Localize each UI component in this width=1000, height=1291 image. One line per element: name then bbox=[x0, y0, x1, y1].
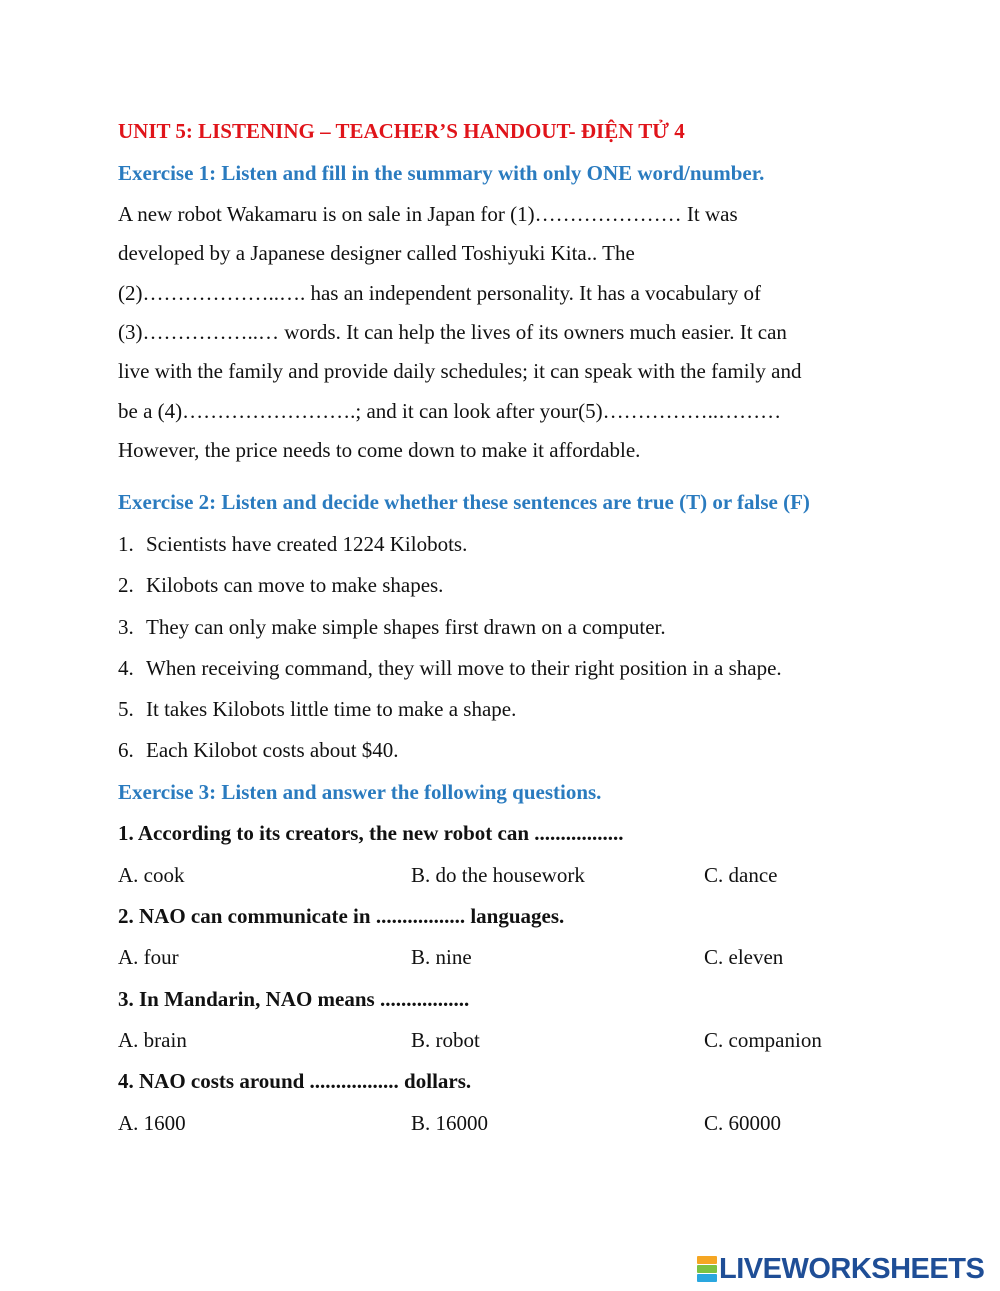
statement-text: When receiving command, they will move to their right position in a shape. bbox=[146, 656, 782, 680]
statement-number: 5. bbox=[118, 697, 134, 721]
exercise1-line: live with the family and provide daily schedules; it can speak with the family and bbox=[118, 359, 802, 383]
logo-text: LIVEWORKSHEETS bbox=[719, 1253, 985, 1285]
statement-item bbox=[118, 614, 666, 640]
statement-text: Scientists have created 1224 Kilobots. bbox=[146, 532, 468, 556]
logo-bar bbox=[697, 1274, 717, 1282]
statement-item bbox=[118, 531, 467, 557]
statement-number: 6. bbox=[118, 738, 134, 762]
statement-number: 2. bbox=[118, 573, 134, 597]
statement-number: 1. bbox=[118, 532, 134, 556]
statement-text: They can only make simple shapes first drawn on a computer. bbox=[146, 615, 666, 639]
answer-option-c[interactable]: C. dance bbox=[704, 863, 778, 887]
exercise3-heading: Exercise 3: Listen and answer the following questions. bbox=[118, 780, 602, 804]
question-text: 2. NAO can communicate in ................. languages. bbox=[118, 904, 565, 928]
answer-option-a[interactable]: A. four bbox=[118, 945, 179, 969]
question-text: 4. NAO costs around ................. dollars. bbox=[118, 1069, 472, 1093]
statement-item bbox=[118, 696, 516, 722]
liveworksheets-logo[interactable] bbox=[697, 1255, 984, 1283]
statement-text: Each Kilobot costs about $40. bbox=[146, 738, 399, 762]
exercise1-line: (2)………………..…. has an independent personality. It has a vocabulary of bbox=[118, 281, 762, 305]
logo-mark-icon bbox=[697, 1256, 717, 1282]
answer-option-b[interactable]: B. do the housework bbox=[411, 863, 585, 887]
exercise1-line: be a (4)…………………….; and it can look after your(5)……………..……… bbox=[118, 399, 782, 423]
statement-number: 3. bbox=[118, 615, 134, 639]
exercise1-line: A new robot Wakamaru is on sale in Japan for (1)………………… It was bbox=[118, 202, 738, 226]
exercise1-line: developed by a Japanese designer called Toshiyuki Kita.. The bbox=[118, 241, 635, 265]
statement-item bbox=[118, 737, 399, 763]
answer-option-c[interactable]: C. companion bbox=[704, 1028, 822, 1052]
question-text: 3. In Mandarin, NAO means ................. bbox=[118, 987, 470, 1011]
exercise1-line: However, the price needs to come down to make it affordable. bbox=[118, 438, 641, 462]
question-text: 1. According to its creators, the new robot can ................. bbox=[118, 821, 624, 845]
answer-option-a[interactable]: A. 1600 bbox=[118, 1111, 186, 1135]
exercise1-line: (3)……………..… words. It can help the lives of its owners much easier. It can bbox=[118, 320, 787, 344]
answer-option-b[interactable]: B. nine bbox=[411, 945, 472, 969]
statement-text: Kilobots can move to make shapes. bbox=[146, 573, 444, 597]
exercise2-heading: Exercise 2: Listen and decide whether these sentences are true (T) or false (F) bbox=[118, 490, 810, 514]
statement-text: It takes Kilobots little time to make a shape. bbox=[146, 697, 517, 721]
logo-bar bbox=[697, 1265, 717, 1273]
statement-item bbox=[118, 572, 443, 598]
answer-option-c[interactable]: C. eleven bbox=[704, 945, 784, 969]
worksheet-title: UNIT 5: LISTENING – TEACHER’S HANDOUT- ĐIỆN TỬ 4 bbox=[118, 119, 685, 143]
answer-option-b[interactable]: B. robot bbox=[411, 1028, 480, 1052]
answer-option-b[interactable]: B. 16000 bbox=[411, 1111, 489, 1135]
logo-bar bbox=[697, 1256, 717, 1264]
exercise1-heading: Exercise 1: Listen and fill in the summary with only ONE word/number. bbox=[118, 161, 765, 185]
answer-option-a[interactable]: A. brain bbox=[118, 1028, 187, 1052]
answer-option-c[interactable]: C. 60000 bbox=[704, 1111, 782, 1135]
statement-number: 4. bbox=[118, 656, 134, 680]
answer-option-a[interactable]: A. cook bbox=[118, 863, 185, 887]
statement-item bbox=[118, 655, 782, 681]
